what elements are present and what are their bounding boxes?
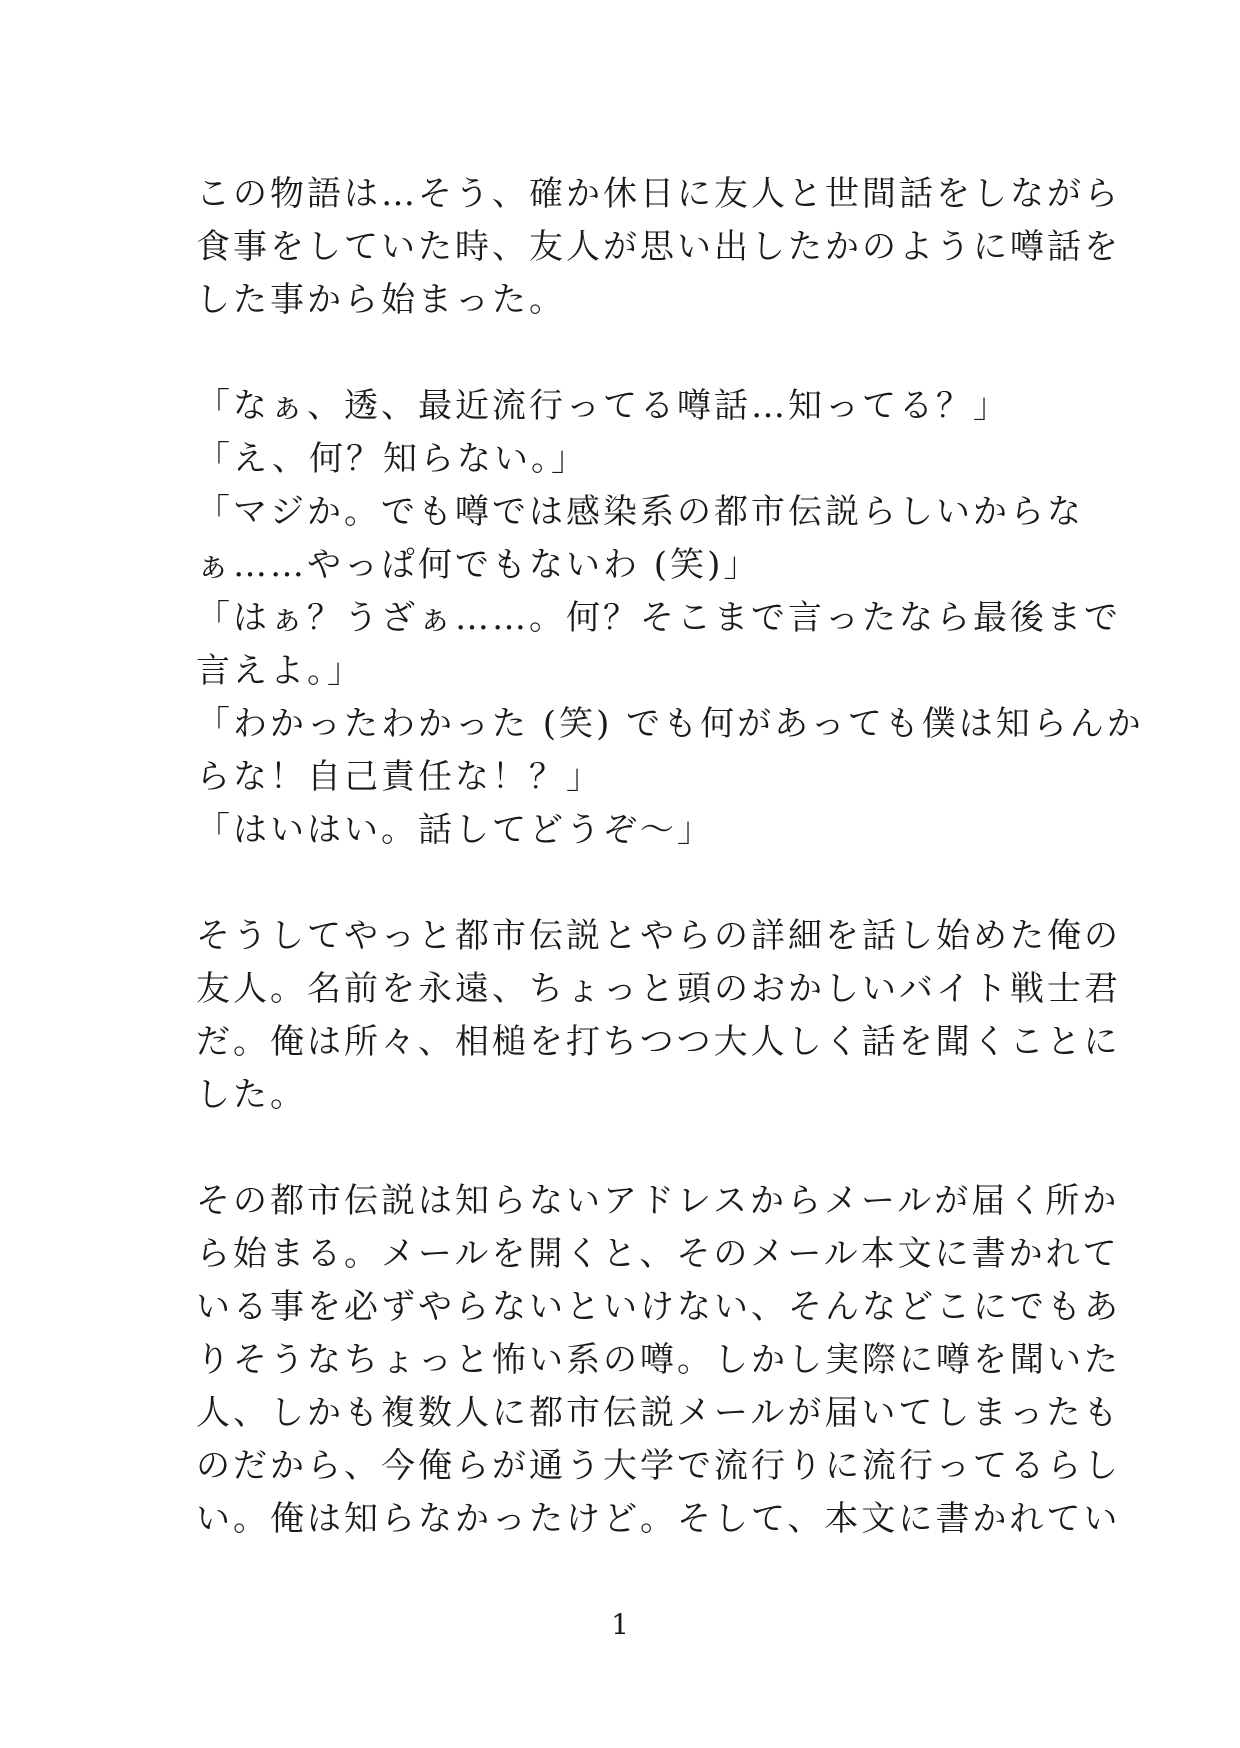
text-line: その都市伝説は知らないアドレスからメールが届く所か	[196, 1181, 1120, 1221]
text-line: 「わかったわかった (笑) でも何があっても僕は知らんか	[196, 704, 1144, 744]
text-line: 「はいはい。話してどうぞ～」	[196, 810, 714, 850]
text-line: した事から始まった。	[196, 280, 566, 320]
text-line: 友人。名前を永遠、ちょっと頭のおかしいバイト戦士君	[196, 969, 1121, 1009]
text-line: した。	[196, 1075, 307, 1115]
body-text	[196, 168, 1144, 1546]
text-line: だ。俺は所々、相槌を打ちつつ大人しく話を聞くことに	[196, 1022, 1121, 1062]
text-line: い。俺は知らなかったけど。そして、本文に書かれてい	[196, 1499, 1121, 1539]
paragraph-gap	[196, 327, 1056, 380]
page-number: 1	[611, 1608, 629, 1641]
text-line: らな！自己責任な！？」	[196, 757, 603, 797]
text-line: ぁ……やっぱ何でもないわ (笑)」	[196, 545, 761, 585]
text-line: そうしてやっと都市伝説とやらの詳細を話し始めた俺の	[196, 916, 1121, 956]
text-line: りそうなちょっと怖い系の噂。しかし実際に噂を聞いた	[196, 1340, 1121, 1380]
text-line: 食事をしていた時、友人が思い出したかのように噂話を	[196, 227, 1121, 267]
paragraph-gap	[196, 1122, 1056, 1175]
paragraph-gap	[196, 857, 1056, 910]
text-line: 「マジか。でも噂では感染系の都市伝説らしいからな	[196, 492, 1084, 532]
text-line: 「はぁ？うざぁ……。何？そこまで言ったなら最後まで	[196, 598, 1121, 638]
text-line: 言えよ。」	[196, 651, 364, 691]
text-line: この物語は…そう、確か休日に友人と世間話をしながら	[196, 174, 1121, 214]
text-line: 「なぁ、透、最近流行ってる噂話…知ってる？」	[196, 386, 1010, 426]
text-line: ら始まる。メールを開くと、そのメール本文に書かれて	[196, 1234, 1120, 1274]
text-line: 人、しかも複数人に都市伝説メールが届いてしまったも	[196, 1393, 1121, 1433]
text-line: 「え、何？知らない。」	[196, 439, 589, 479]
text-line: のだから、今俺らが通う大学で流行りに流行ってるらし	[196, 1446, 1121, 1486]
text-line: いる事を必ずやらないといけない、そんなどこにでもあ	[196, 1287, 1121, 1327]
